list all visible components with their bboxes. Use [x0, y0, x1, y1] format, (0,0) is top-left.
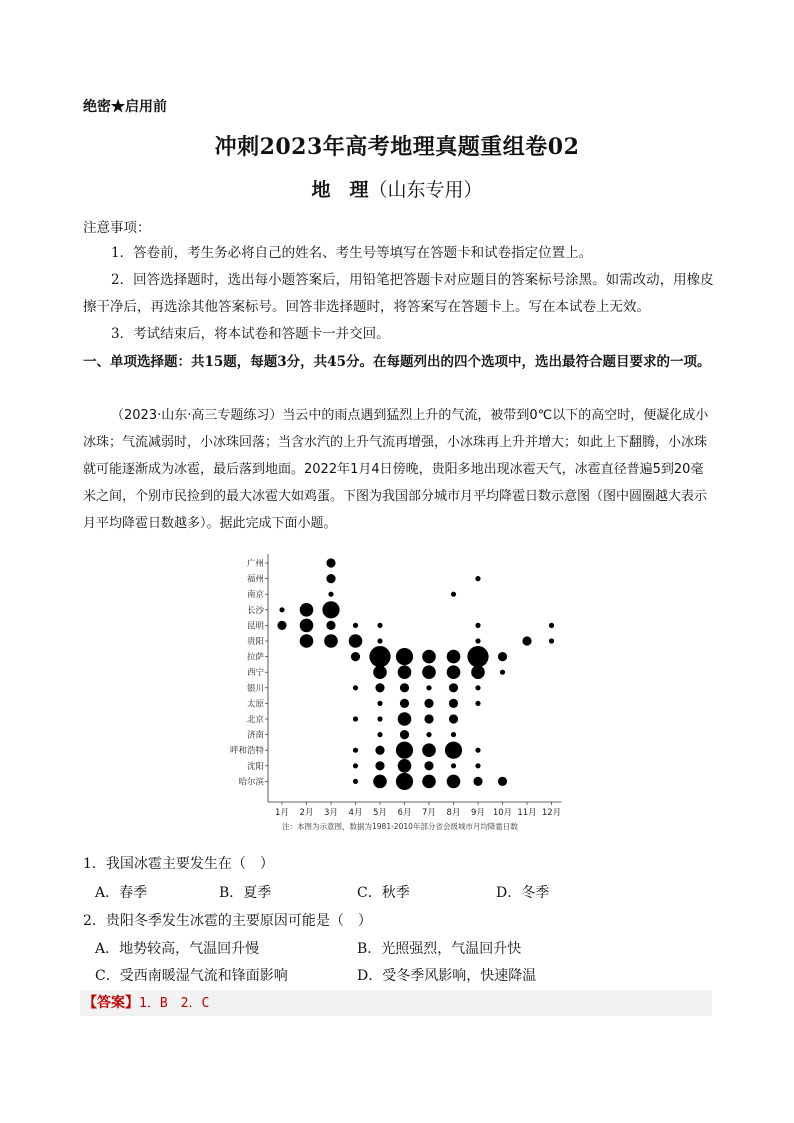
- hail-bubble: [500, 670, 505, 675]
- x-tick-label: 5月: [373, 808, 387, 818]
- hail-bubble: [498, 777, 507, 786]
- section-heading: 一、单项选择题：共15题，每题3分，共45分。在每题列出的四个选项中，选出最符合题目要求的一项。: [83, 354, 711, 370]
- x-tick-label: 11月: [517, 808, 537, 818]
- hail-bubble: [422, 775, 436, 789]
- question-intro: （2023·山东·高三专题练习）当云中的雨点遇到猛烈上升的气流，被带到0℃以下的高空时，便凝化成小冰珠；气流减弱时，小冰珠回落；当含水汽的上升气流再增强，小冰珠再上升并增大；如此上下翻腾，小冰珠就可能逐渐成为冰雹，最后落到地面。2022年1月4日傍晚，贵阳多地出现冰雹天气，冰雹直径普遍5到20毫米之间，个别市民捡到的最大冰雹大如鸡蛋。下图为我国部分城市月平均降雹日数示意图（图中圆圈越大表示月平均降雹日数越多）。据此完成下面小题。: [83, 408, 709, 531]
- hail-bubble: [473, 777, 482, 786]
- hail-bubble: [369, 646, 390, 667]
- hail-bubble: [475, 623, 480, 628]
- hail-bubble: [328, 592, 333, 597]
- note-item-1: 1．答卷前，考生务必将自己的姓名、考生号等填写在答题卡和试卷指定位置上。: [111, 245, 593, 261]
- hail-bubble: [424, 699, 433, 708]
- y-tick-label: 北京: [246, 715, 264, 725]
- hail-bubble: [475, 576, 480, 581]
- y-tick-label: 南京: [246, 590, 264, 601]
- hail-bubble: [447, 650, 461, 664]
- hail-bubble: [300, 634, 314, 648]
- y-tick-label: 沈阳: [246, 761, 264, 772]
- hail-bubble: [449, 683, 458, 692]
- hail-bubble: [475, 701, 480, 706]
- hail-bubble: [445, 742, 462, 759]
- hail-bubble: [398, 712, 412, 726]
- y-tick-label: 昆明: [246, 621, 264, 632]
- hail-bubble: [375, 761, 384, 770]
- y-tick-label: 拉萨: [246, 652, 264, 663]
- hail-bubble: [324, 634, 338, 648]
- hail-bubble: [373, 665, 387, 679]
- hail-bubble: [422, 650, 436, 664]
- q1-option-b[interactable]: B．夏季: [219, 885, 272, 901]
- x-tick-label: 10月: [492, 808, 513, 818]
- hail-bubble: [377, 638, 382, 643]
- question-2-stem: 2．贵阳冬季发生冰雹的主要原因可能是（ ）: [83, 913, 372, 929]
- x-tick-label: 6月: [397, 808, 412, 818]
- hail-bubble: [351, 652, 360, 661]
- hail-bubble: [426, 685, 431, 690]
- hail-bubble: [475, 685, 480, 690]
- hail-bubble: [398, 665, 412, 679]
- y-tick-label: 哈尔滨: [238, 777, 264, 788]
- note-item-2: 2．回答选择题时，选出每小题答案后，用铅笔把答题卡对应题目的答案标号涂黑。如需改动，用橡皮擦干净后，再选涂其他答案标号。回答非选择题时，将答案写在答题卡上。写在本试卷上无效。: [83, 272, 714, 315]
- notes-heading: 注意事项：: [83, 220, 151, 236]
- hail-bubble: [447, 665, 461, 679]
- hail-bubble: [373, 775, 387, 789]
- hail-bubble: [522, 636, 531, 645]
- hail-bubble: [400, 683, 409, 692]
- hail-bubble: [326, 574, 335, 583]
- subject-title: [0, 175, 794, 202]
- hail-bubble: [353, 748, 358, 753]
- x-tick-label: 8月: [446, 808, 461, 818]
- y-tick-label: 长沙: [246, 605, 264, 616]
- y-tick-label: 太原: [246, 699, 264, 710]
- q2-option-c[interactable]: C．受西南暖湿气流和锋面影响: [95, 968, 288, 984]
- y-tick-label: 广州: [246, 559, 264, 569]
- answer-box: [80, 990, 712, 1016]
- subject-note: （山东专用）: [368, 179, 483, 201]
- hail-bubble: [349, 634, 363, 648]
- hail-bubble: [422, 665, 436, 679]
- answer-label: 【答案】: [83, 995, 139, 1011]
- hail-bubble: [353, 779, 358, 784]
- hail-bubble: [377, 623, 382, 628]
- hail-bubble: [396, 648, 413, 665]
- x-tick-label: 9月: [471, 808, 485, 818]
- hail-bubble: [377, 716, 382, 721]
- x-tick-label: 7月: [422, 808, 436, 818]
- y-tick-label: 贵阳: [246, 637, 264, 647]
- hail-bubble: [300, 619, 314, 633]
- answer-value: 1．B 2．C: [139, 996, 210, 1011]
- note-item-3: 3．考试结束后，将本试卷和答题卡一并交回。: [111, 326, 390, 342]
- hail-bubble: [353, 763, 358, 768]
- hail-bubble: [396, 773, 413, 790]
- hail-bubble-chart: [220, 552, 580, 837]
- y-tick-label: 福州: [246, 574, 264, 585]
- hail-bubble: [475, 638, 480, 643]
- secret-label: 绝密★启用前: [83, 99, 167, 115]
- hail-bubble: [300, 603, 314, 617]
- hail-bubble: [451, 592, 456, 597]
- hail-bubble: [424, 761, 433, 770]
- hail-bubble: [471, 665, 485, 679]
- hail-bubble: [498, 652, 507, 661]
- q1-option-d[interactable]: D．冬季: [496, 885, 550, 901]
- hail-bubble: [375, 746, 384, 755]
- q2-option-b[interactable]: B．光照强烈，气温回升快: [357, 941, 522, 957]
- q2-option-d[interactable]: D．受冬季风影响，快速降温: [357, 968, 537, 984]
- hail-bubble: [449, 699, 458, 708]
- q2-option-a[interactable]: A．地势较高，气温回升慢: [95, 941, 260, 957]
- y-tick-label: 西宁: [246, 668, 264, 679]
- hail-bubble: [375, 683, 384, 692]
- q1-option-c[interactable]: C．秋季: [357, 885, 410, 901]
- hail-bubble: [467, 646, 488, 667]
- q1-option-a[interactable]: A．春季: [95, 885, 148, 901]
- subject-main: 地 理: [311, 179, 369, 201]
- x-tick-label: 2月: [299, 808, 314, 818]
- hail-bubble: [549, 623, 554, 628]
- hail-bubble: [400, 730, 409, 739]
- hail-bubble: [426, 732, 431, 737]
- y-tick-label: 济南: [246, 730, 264, 741]
- hail-bubble: [322, 601, 339, 618]
- hail-bubble: [377, 701, 382, 706]
- hail-bubble: [398, 759, 412, 773]
- hail-bubble: [353, 623, 358, 628]
- hail-bubble: [424, 714, 433, 723]
- question-1-stem: 1．我国冰雹主要发生在（ ）: [83, 856, 274, 872]
- y-tick-label: 银川: [246, 683, 264, 694]
- hail-bubble: [279, 607, 284, 612]
- hail-bubble: [377, 732, 382, 737]
- hail-bubble: [451, 732, 456, 737]
- page-title: 冲刺2023年高考地理真题重组卷02: [214, 134, 580, 160]
- x-tick-label: 12月: [541, 808, 562, 818]
- hail-bubble: [353, 685, 358, 690]
- x-tick-label: 4月: [348, 808, 363, 818]
- hail-bubble: [396, 742, 413, 759]
- hail-bubble: [326, 558, 335, 567]
- hail-bubble: [549, 638, 554, 643]
- hail-bubble: [475, 748, 480, 753]
- hail-bubble: [400, 699, 409, 708]
- y-tick-label: 呼和浩特: [229, 746, 264, 757]
- x-tick-label: 1月: [275, 808, 289, 818]
- x-tick-label: 3月: [324, 808, 338, 818]
- hail-bubble: [277, 621, 286, 630]
- hail-bubble: [353, 716, 358, 721]
- hail-bubble: [475, 763, 480, 768]
- chart-note: 注：本图为示意图，数据为1981-2010年部分省会级城市月均降雹日数: [282, 822, 518, 831]
- hail-bubble: [451, 763, 456, 768]
- hail-bubble: [447, 775, 461, 789]
- hail-bubble: [422, 743, 436, 757]
- hail-bubble: [326, 621, 335, 630]
- hail-bubble: [449, 714, 458, 723]
